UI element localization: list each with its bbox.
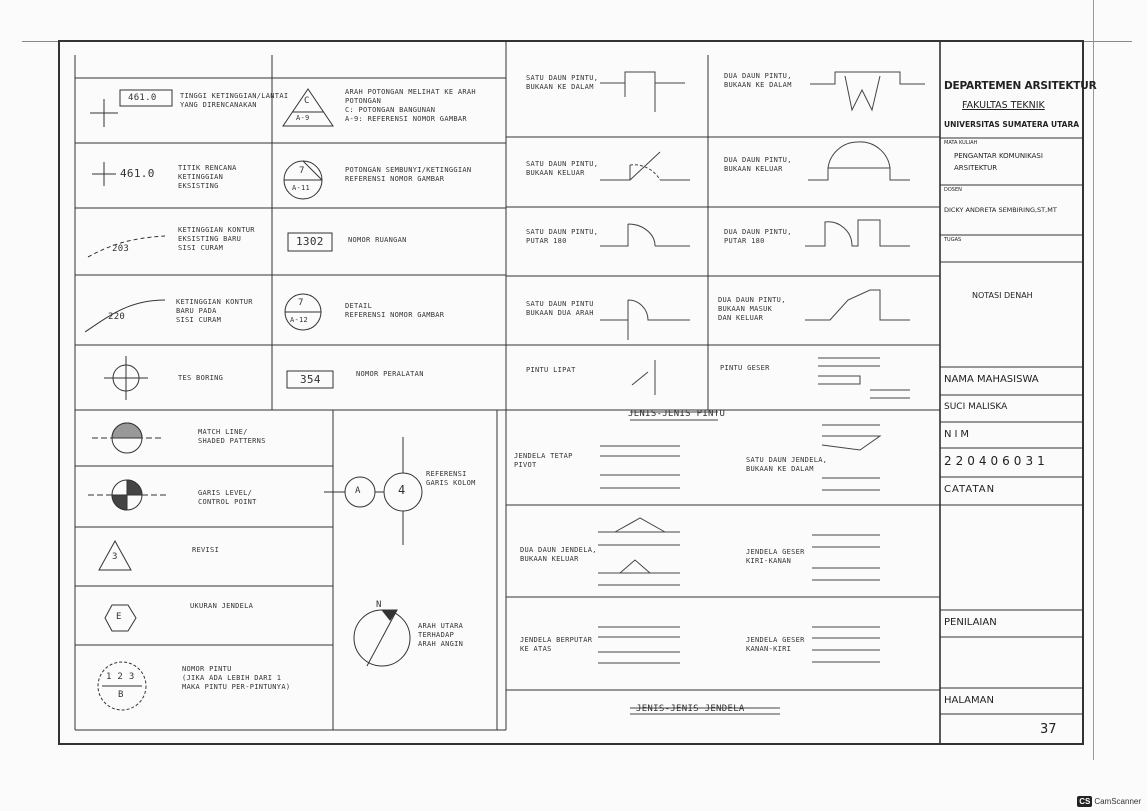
task-label: TUGAS [944,237,962,243]
faculty-name: FAKULTAS TEKNIK [962,100,1045,111]
label-window-2: SATU DAUN JENDELA, BUKAAN KE DALAM [746,456,828,473]
label-equipment-number: NOMOR PERALATAN [356,370,424,378]
label-door-4: DUA DAUN PINTU, BUKAAN KELUAR [724,156,792,173]
lecturer-label: DOSEN [944,187,962,193]
label-window-size: UKURAN JENDELA [190,602,254,610]
label-window-4: JENDELA GESER KIRI-KANAN [746,548,805,565]
label-new-contour: KETINGGIAN KONTUR BARU PADA SISI CURAM [176,298,253,324]
label-window-3: DUA DAUN JENDELA, BUKAAN KELUAR [520,546,597,563]
label-door-1: SATU DAUN PINTU, BUKAAN KE DALAM [526,74,599,91]
scanner-name: CamScanner [1094,797,1141,806]
label-revision: REVISI [192,546,220,554]
value-existing-contour: 203 [112,244,130,254]
student-name-label: NAMA MAHASISWA [944,374,1039,385]
label-detail: DETAIL REFERENSI NOMOR GAMBAR [345,302,445,319]
value-column-4: 4 [398,483,406,497]
label-column-reference: REFERENSI GARIS KOLOM [426,470,476,487]
value-section-letter: C [304,96,310,106]
value-window-size: E [116,612,122,622]
department-name: DEPARTEMEN ARSITEKTUR [944,80,1097,92]
value-section-ref: A-9 [296,114,310,122]
value-planned-floor-level: 461.0 [128,93,157,103]
label-door-6: DUA DAUN PINTU, PUTAR 180 [724,228,792,245]
camscanner-logo-icon: CS [1079,797,1091,806]
label-existing-contour: KETINGGIAN KONTUR EKSISTING BARU SISI CURAM [178,226,255,252]
value-column-a: A [355,486,361,496]
student-name: SUCI MALISKA [944,402,1008,412]
value-revision: 3 [112,552,118,562]
label-door-3: SATU DAUN PINTU, BUKAAN KELUAR [526,160,599,177]
value-room-number: 1302 [296,235,324,248]
label-window-5: JENDELA BERPUTAR KE ATAS [520,636,593,653]
page-label: HALAMAN [944,695,994,706]
value-north: N [376,600,382,610]
value-existing-spot-level: 461.0 [120,167,155,180]
heading-door-types: JENIS-JENIS PINTU [628,409,726,419]
scanner-watermark [1077,796,1141,807]
heading-window-types: JENIS-JENIS JENDELA [636,704,745,714]
label-door-number: NOMOR PINTU (JIKA ADA LEBIH DARI 1 MAKA PINTU PER-PINTUNYA) [182,665,291,691]
label-test-boring: TES BORING [178,374,224,382]
label-window-1: JENDELA TETAP PIVOT [514,452,573,469]
value-door-number-bottom: B [118,690,124,700]
university-name: UNIVERSITAS SUMATERA UTARA [944,120,1080,129]
task-name: NOTASI DENAH [972,291,1033,300]
page-number: 37 [1040,722,1057,737]
notes-label: CATATAN [944,484,996,495]
label-north-arrow: ARAH UTARA TERHADAP ARAH ANGIN [418,622,464,648]
label-control-point: GARIS LEVEL/ CONTROL POINT [198,489,257,506]
lecturer-name: DICKY ANDRETA SEMBIRING,ST,MT [944,206,1057,214]
student-id-label: NIM [944,429,973,440]
course-name: PENGANTAR KOMUNIKASI ARSITEKTUR [954,152,1043,172]
course-label: MATA KULIAH [944,140,978,146]
label-room-number: NOMOR RUANGAN [348,236,407,244]
label-door-10: PINTU GESER [720,364,770,372]
label-door-5: SATU DAUN PINTU, PUTAR 180 [526,228,599,245]
label-door-2: DUA DAUN PINTU, BUKAAN KE DALAM [724,72,792,89]
value-equipment-number: 354 [300,373,321,386]
label-hidden-section: POTONGAN SEMBUNYI/KETINGGIAN REFERENSI NOMOR GAMBAR [345,166,472,183]
value-hidden-section-bottom: A-11 [292,184,311,192]
value-hidden-section-top: 7 [299,166,305,176]
value-door-number-top: 1 2 3 [106,672,135,682]
label-door-8: DUA DAUN PINTU, BUKAAN MASUK DAN KELUAR [718,296,786,322]
value-detail-bottom: A-12 [290,316,309,324]
value-new-contour: 220 [108,312,126,322]
label-door-7: SATU DAUN PINTU BUKAAN DUA ARAH [526,300,594,317]
student-id: 220406031 [944,454,1049,468]
label-existing-spot-level: TITIK RENCANA KETINGGIAN EKSISTING [178,164,237,190]
label-match-line: MATCH LINE/ SHADED PATTERNS [198,428,266,445]
value-detail-top: 7 [298,298,304,308]
label-section-direction: ARAH POTONGAN MELIHAT KE ARAH POTONGAN C: POTONGAN BANGUNAN A-9: REFERENSI NOMOR GAMBAR [345,88,476,123]
label-door-9: PINTU LIPAT [526,366,576,374]
label-planned-floor-level: TINGGI KETINGGIAN/LANTAI YANG DIRENCANAKAN [180,92,289,109]
assessment-label: PENILAIAN [944,617,997,628]
label-window-6: JENDELA GESER KANAN-KIRI [746,636,805,653]
